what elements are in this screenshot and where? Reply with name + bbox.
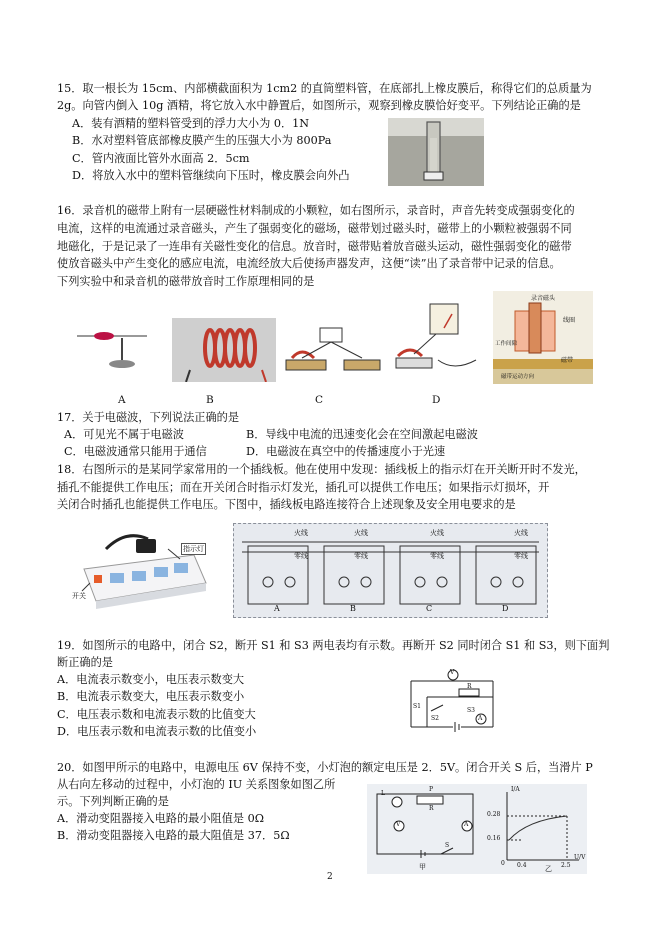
q16-figure-d [392,300,487,384]
q18-label-a: A [274,604,280,613]
q20-caption-yi: 乙 [545,865,552,873]
q15-photo-tube-in-water [388,118,484,186]
q18-zero-line: 零线 [354,552,368,560]
q19-s3: S3 [467,707,475,714]
q15-stem-line1: 15．取一根长为 15cm、内部横截面积为 1cm2 的直筒塑料管，在底部扎上橡皮膜后，称得它们的总质量为 [57,82,592,95]
q19-s1: S1 [413,703,421,710]
q20-slider: P [429,786,434,793]
q19-option-a: A．电流表示数变小，电压表示数变大 [57,673,245,686]
q18-power-strip-photo [66,529,212,613]
q16-figure-b [172,318,276,382]
q19-stem-line2: 断正确的是 [57,656,113,669]
q18-fire-line: 火线 [430,529,444,537]
q20-caption-jia: 甲 [419,863,426,871]
q15-option-b: B．水对塑料管底部橡皮膜产生的压强大小为 800Pa [72,134,332,147]
q18-zero-line: 零线 [294,552,308,560]
q19-option-c: C．电压表示数和电流表示数的比值变大 [57,708,256,721]
q20-rheostat: R [429,805,434,812]
q17-stem: 17．关于电磁波，下列说法正确的是 [57,411,240,424]
q15-option-c: C．管内液面比管外水面高 2．5cm [72,152,250,165]
q18-stem-line2: 插孔不能提供工作电压；而在开关闭合时指示灯发光，插孔可以提供工作电压；如果指示灯损坏，开 [57,481,550,494]
q18-switch-label: 开关 [72,592,86,600]
q20-switch: S [445,842,450,849]
q15-stem-line2: 2g。向管内倒入 10g 酒精，将它放入水中静置后，如图所示，观察到橡皮膜恰好变平。下列结论正确的是 [57,99,581,112]
q18-stem-line1: 18．右图所示的是某同学家常用的一个插线板。他在使用中发现：插线板上的指示灯在开关断开时不发光， [57,463,586,476]
q18-fire-line: 火线 [294,529,308,537]
q17-option-b: B．导线中电流的迅速变化会在空间激起电磁波 [246,428,478,441]
q18-stem-line3: 关闭合时插孔也能提供工作电压。下图中，插线板电路连接符合上述现象及安全用电要求的是 [57,498,516,511]
q16-stem-line4: 使放音磁头中产生变化的感应电流，电流经放大后使扬声器发声，这便“读”出了录音带中记录的信息。 [57,257,561,270]
q20-graph-x1: 0.4 [517,862,527,869]
q18-zero-line: 零线 [430,552,444,560]
q20-ammeter: A [464,821,469,828]
q20-graph-y1: 0.28 [487,811,501,818]
q20-option-a: A．滑动变阻器接入电路的最小阻值是 0Ω [57,812,265,825]
q16-label-d: D [432,394,441,406]
tape-label-head: 录音磁头 [531,295,556,302]
q20-graph-origin: 0 [501,860,505,867]
q19-circuit-diagram [405,667,501,737]
q15-option-d: D．将放入水中的塑料管继续向下压时，橡皮膜会向外凸 [72,169,350,182]
q16-figure-c [282,318,387,384]
q15-option-a: A．装有酒精的塑料管受到的浮力大小为 0．1N [72,117,310,130]
q16-label-b: B [206,394,214,406]
q19-resistor: R [467,683,472,690]
q19-ammeter: A [478,715,483,722]
tape-label-coil: 线圈 [563,317,576,324]
q19-s2: S2 [431,715,439,722]
q20-figure [367,784,587,874]
tape-label-tape: 磁带 [561,357,574,364]
q16-stem-line2: 电流，这样的电流通过录音磁头，产生了强弱变化的磁场，磁带划过磁头时，磁带上的小颗粒被强弱不同 [57,222,572,235]
q18-fire-line: 火线 [354,529,368,537]
q19-option-d: D．电压表示数和电流表示数的比值变小 [57,725,257,738]
q17-option-c: C．电磁波通常只能用于通信 [64,445,207,458]
q20-graph-xlabel: U/V [574,854,586,861]
q19-voltmeter: V [450,669,455,676]
q16-figure-tape-head [493,291,593,384]
q20-stem-line1: 20．如图甲所示的电路中，电源电压 6V 保持不变，小灯泡的额定电压是 2．5V。闭合开关 S 后，当滑片 P [57,761,593,774]
q18-label-c: C [426,604,433,613]
q18-label-d: D [502,604,509,613]
q20-option-b: B．滑动变阻器接入电路的最大阻值是 37．5Ω [57,829,290,842]
page-number: 2 [327,872,333,882]
q18-circuit-options [233,523,548,618]
q16-stem-line1: 16．录音机的磁带上附有一层硬磁性材料制成的小颗粒，如右图所示，录音时，声音先转变成强弱变化的 [57,204,575,217]
q20-graph-y2: 0.16 [487,835,501,842]
q16-stem-line5: 下列实验中和录音机的磁带放音时工作原理相同的是 [57,275,315,288]
q19-stem-line1: 19．如图所示的电路中，闭合 S2，断开 S1 和 S3 两电表均有示数。再断开 S2 同时闭合 S1 和 S3，则下面判 [57,639,610,652]
q16-label-a: A [118,394,126,406]
q18-label-b: B [350,604,356,613]
q19-option-b: B．电流表示数变大，电压表示数变小 [57,690,245,703]
q17-option-d: D．电磁波在真空中的传播速度小于光速 [246,445,446,458]
q18-zero-line: 零线 [514,552,528,560]
q16-label-c: C [315,394,324,406]
q18-fire-line: 火线 [514,529,528,537]
q20-stem-line2: 从右向左移动的过程中，小灯泡的 IU 关系图象如图乙所 [57,778,336,791]
q20-graph-x2: 2.5 [561,862,571,869]
q20-stem-line3: 示。下列判断正确的是 [57,795,169,808]
q20-lamp: L [381,790,385,797]
q18-indicator-label: 指示灯 [183,545,204,553]
q16-figure-a [72,312,152,382]
q16-stem-line3: 地磁化，于是记录了一连串有关磁性变化的信息。放音时，磁带贴着放音磁头运动，磁性强弱变化的磁带 [57,240,572,253]
tape-label-gap: 工作间隙 [495,341,518,347]
q20-voltmeter: V [396,821,401,828]
q17-option-a: A．可见光不属于电磁波 [64,428,184,441]
tape-label-direction: 磁带运动方向 [501,374,535,380]
q20-graph-ylabel: I/A [511,786,520,793]
